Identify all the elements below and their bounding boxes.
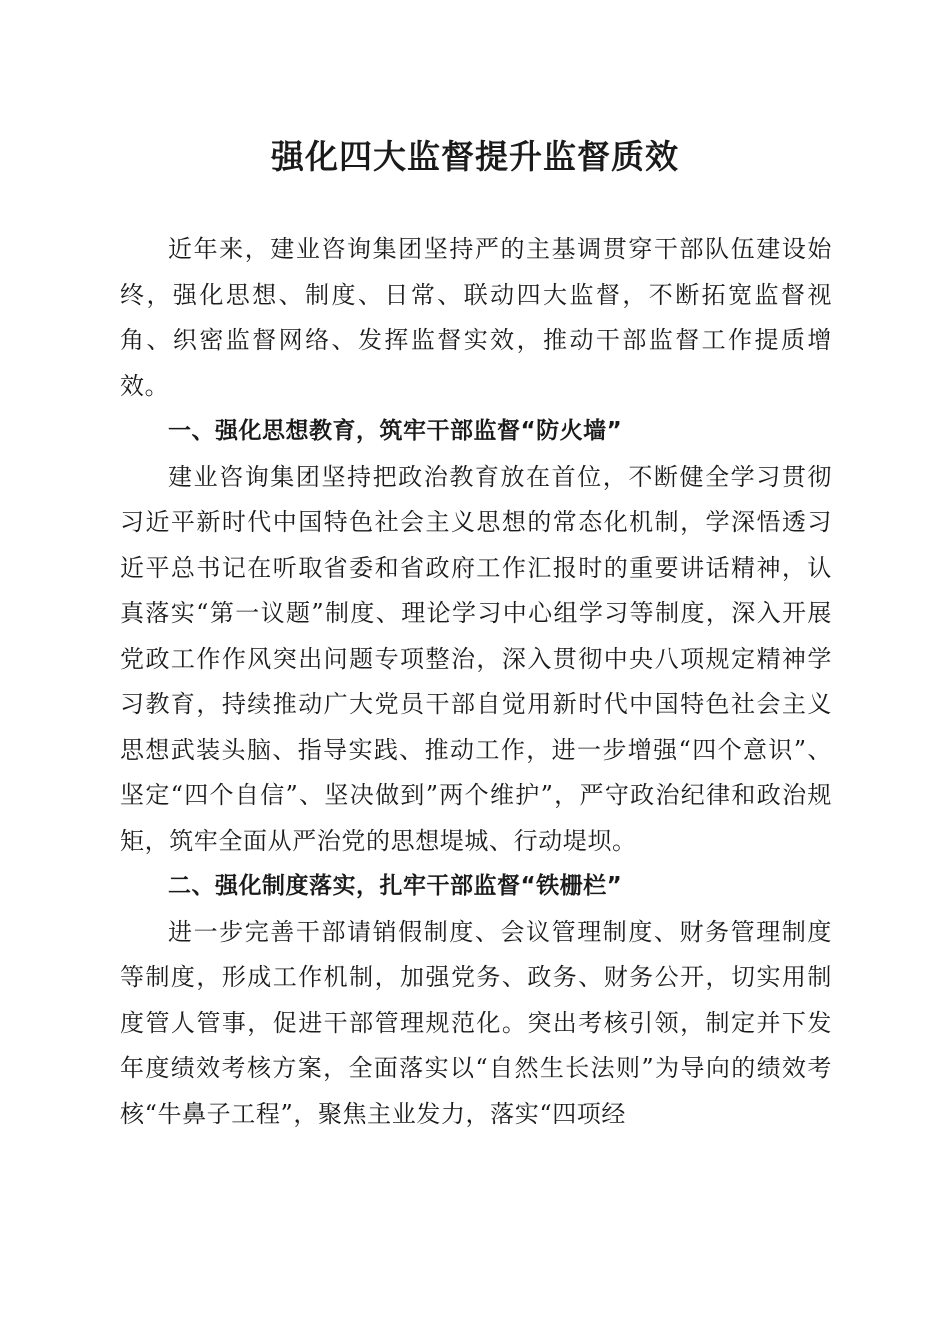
section-2-paragraph: 进一步完善干部请销假制度、会议管理制度、财务管理制度等制度，形成工作机制，加强党务、政务、财务公开，切实用制度管人管事，促进干部管理规范化。突出考核引领，制定并下发年度绩效考核方案，全面落实以“自然生长法则”为导向的绩效考核“牛鼻子工程”，聚焦主业发力，落实“四项经 <box>120 917 832 1128</box>
section-heading-2: 二、强化制度落实，扎牢干部监督“铁栅栏” <box>168 873 623 899</box>
section-1-paragraph: 建业咨询集团坚持把政治教育放在首位，不断健全学习贯彻习近平新时代中国特色社会主义思想的常态化机制，学深悟透习近平总书记在听取省委和省政府工作汇报时的重要讲话精神，认真落实“第一议题”制度、理论学习中心组学习等制度，深入开展党政工作作风突出问题专项整治，深入贯彻中央八项规定精神学习教育，持续推动广大党员干部自觉用新时代中国特色社会主义思想武装头脑、指导实践、推动工作，进一步增强“四个意识”、坚定“四个自信”、坚决做到”两个维护”，严守政治纪律和政治规矩，筑牢全面从严治党的思想堤城、行动堤坝。 <box>120 462 832 855</box>
document-body <box>120 227 832 1137</box>
section-heading-1: 一、强化思想教育，筑牢干部监督“防火墙” <box>168 418 623 444</box>
intro-paragraph: 近年来，建业咨询集团坚持严的主基调贯穿干部队伍建设始终，强化思想、制度、日常、联动四大监督，不断拓宽监督视角、织密监督网络、发挥监督实效，推动干部监督工作提质增效。 <box>120 235 832 400</box>
page-title: 强化四大监督提升监督质效 <box>271 137 679 176</box>
